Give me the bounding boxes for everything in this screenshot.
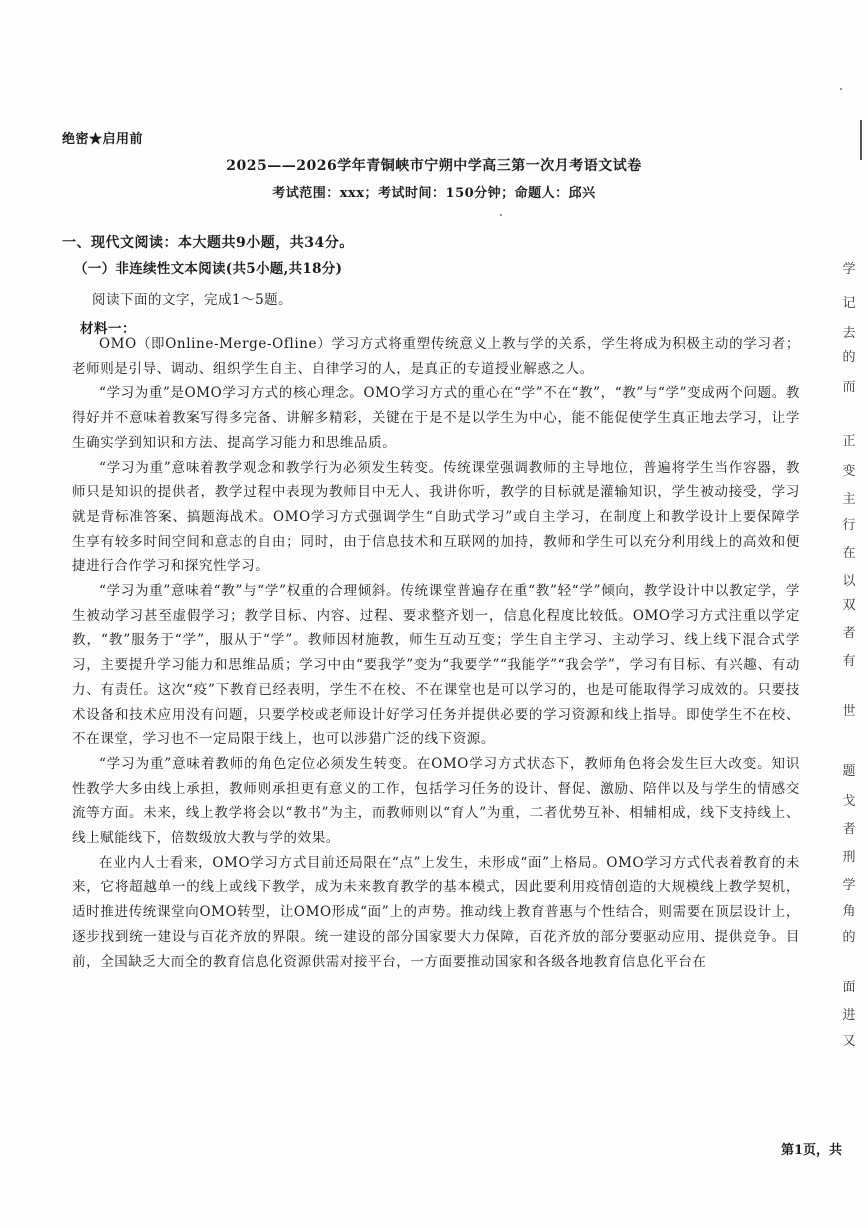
margin-fragment: 角 [842,904,856,919]
margin-fragment: 变 [842,464,856,479]
margin-fragment: 世 [842,704,856,719]
margin-fragment: 而 [842,380,856,395]
margin-fragment: 者 [842,626,856,641]
margin-fragment: 的 [842,350,856,365]
margin-fragment: 双 [842,598,856,613]
margin-fragment: 行 [842,518,856,533]
reading-instruction: 阅读下面的文字，完成1～5题。 [92,292,293,308]
section-subheading: （一）非连续性文本阅读(共5小题,共18分) [74,261,343,277]
passage-paragraph: “学习为重”意味着“教”与“学”权重的合理倾斜。传统课堂普遍存在重“教”轻“学”倾向，教学设计中以教定学，学生被动学习甚至虚假学习；教学目标、内容、过程、要求整齐划一，信息化程度比较低。OMO学习方式注重以学定教，“教”服务于“学”，服从于“学”。教师因材施教，师生互动互变；学生自主学习、主动学习、线上线下混合式学习，主要提升学习能力和思维品质；学习中由“要我学”变为“我要学”“我能学”“我会学”，学习有目标、有兴趣、有动力、有责任。这次“疫”下教育已经表明，学生不在校、不在课堂也是可以学习的，也是可能取得学习成效的。只要技术设备和技术应用没有问题，只要学校或老师设计好学习任务并提供必要的学习资源和线上指导。即使学生不在校、不在课堂，学习也不一定局限于线上，也可以涉猎广泛的线下资源。 [72,583,800,748]
scan-speck [500,214,502,216]
exam-info: 考试范围：xxx；考试时间：150分钟；命题人：邱兴 [272,186,596,201]
passage-paragraph: OMO（即Online-Merge-Ofline）学习方式将重塑传统意义上教与学的关系，学生将成为积极主动的学习者；老师则是引导、调动、组织学生自主、自律学习的人，是真正的专道授业解惑之人。 [72,336,800,377]
scan-speck [840,88,842,90]
margin-fragment: 又 [842,1034,856,1049]
margin-fragment: 正 [842,434,856,449]
margin-fragment: 的 [842,930,856,945]
margin-fragment: 主 [842,492,856,507]
passage-paragraph: 在业内人士看来，OMO学习方式目前还局限在“点”上发生，未形成“面”上格局。OMO学习方式代表着教育的未来，它将超越单一的线上或线下教学，成为未来教育教学的基本模式，因此要利用疫情创造的大规模线上教学契机，适时推进传统课堂向OMO转型，让OMO形成“面”上的声势。推动线上教育普惠与个性结合，则需要在顶层设计上，逐步找到统一建设与百花齐放的界限。统一建设的部分国家要大力保障，百花齐放的部分要驱动应用、提供竞争。目前，全国缺乏大而全的教育信息化资源供需对接平台，一方面要推动国家和各级各地教育信息化平台在 [72,854,800,970]
margin-fragment: 有 [842,654,856,669]
exam-title: 2025——2026学年青铜峡市宁朔中学高三第一次月考语文试卷 [226,158,642,174]
margin-fragment: 记 [842,296,856,311]
passage-paragraph: “学习为重”意味着教学观念和教学行为必须发生转变。传统课堂强调教师的主导地位，普遍将学生当作容器，教师只是知识的提供者，教学过程中表现为教师目中无人、我讲你听，教学的目标就是灌输知识，学生被动接受，学习就是背标准答案、搞题海战术。OMO学习方式强调学生“自助式学习”或自主学习，在制度上和教学设计上要保障学生享有较多时间空间和意志的自由；同时，由于信息技术和互联网的加持，教师和学生可以充分利用线上的高效和便捷进行合作学习和探究性学习。 [72,459,800,575]
margin-fragment: 戈 [842,794,856,809]
passage-paragraph: “学习为重”是OMO学习方式的核心理念。OMO学习方式的重心在“学”不在“教”，“教”与“学”变成两个问题。教得好并不意味着教案写得多完备、讲解多精彩，关键在于是不是以学生为中心，能不能促使学生真正地去学习，让学生确实学到知识和方法、提高学习能力和思维品质。 [72,385,800,451]
margin-fragment: 学 [842,262,856,277]
page-number: 第1页，共 [780,1143,842,1158]
material-label: 材料一： [80,321,136,337]
adjacent-page-fragments [834,0,864,1228]
section-heading: 一、现代文阅读：本大题共9小题，共34分。 [62,235,354,251]
margin-fragment: 进 [842,1008,856,1023]
margin-fragment: 以 [842,574,856,589]
passage-paragraph: “学习为重”意味着教师的角色定位必须发生转变。在OMO学习方式状态下，教师角色将会发生巨大改变。知识性教学大多由线上承担，教师则承担更有意义的工作，包括学习任务的设计、督促、激励、陪伴以及与学生的情感交流等方面。未来，线上教学将会以“教书”为主，而教师则以“育人”为重，二者优势互补、相辅相成，线下支持线上、线上赋能线下，倍数级放大教与学的效果。 [72,755,800,847]
margin-fragment: 题 [842,764,856,779]
passage-body [72,332,800,974]
margin-fragment: 者 [842,822,856,837]
margin-fragment: 去 [842,326,856,341]
margin-fragment: 刑 [842,850,856,865]
secret-label: 绝密★启用前 [62,132,144,147]
margin-fragment: 在 [842,546,856,561]
margin-fragment: 面 [842,980,856,995]
margin-fragment: 学 [842,878,856,893]
